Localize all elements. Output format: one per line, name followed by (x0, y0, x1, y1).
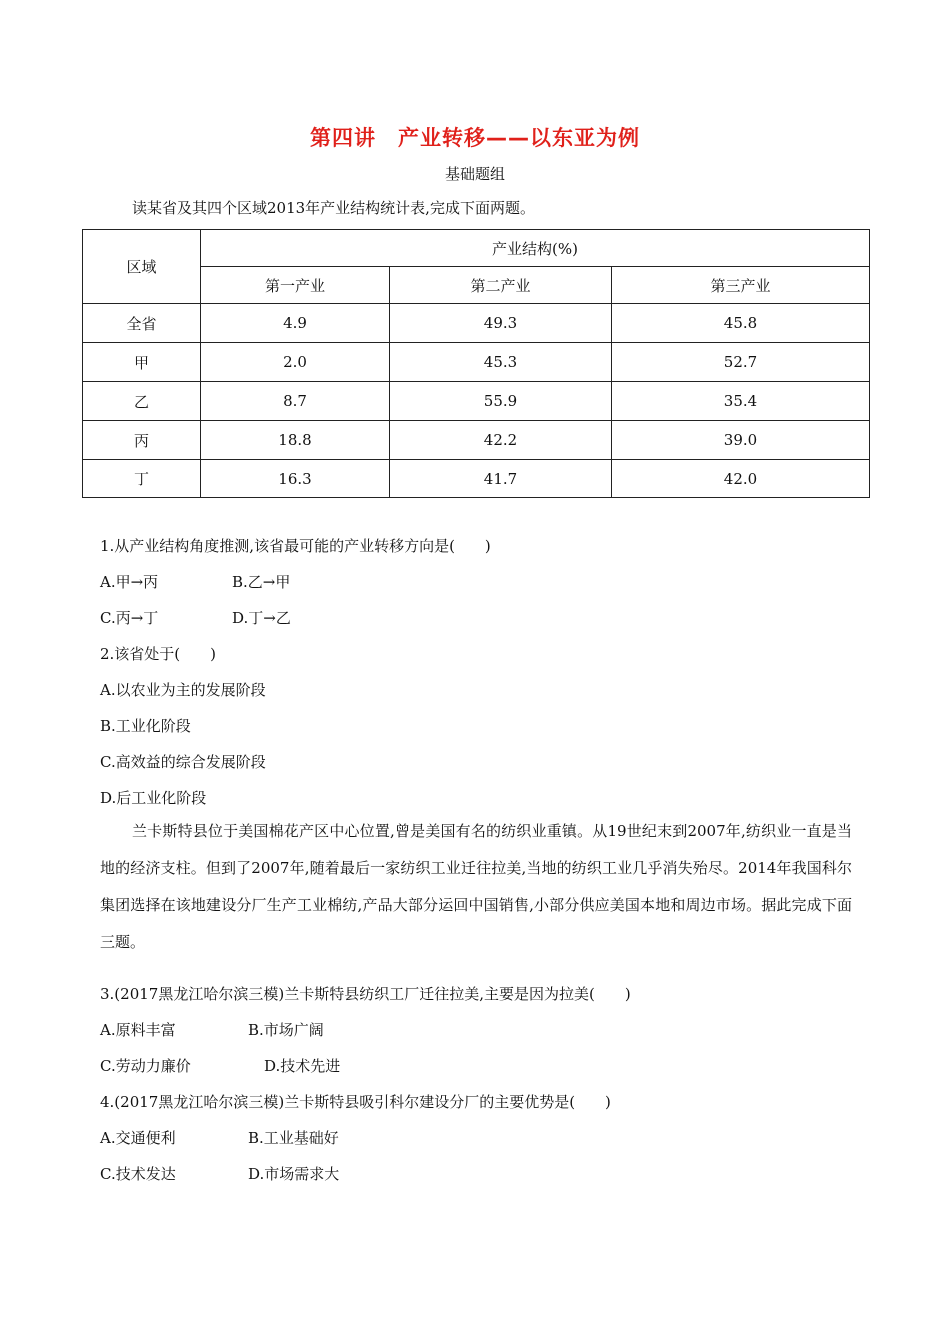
value-cell: 49.3 (390, 304, 612, 343)
table-header-secondary: 第二产业 (390, 267, 612, 304)
question-3-options-row-2 (100, 1055, 340, 1076)
region-cell: 乙 (83, 382, 201, 421)
value-cell: 8.7 (201, 382, 390, 421)
option-2c[interactable]: C.高效益的综合发展阶段 (100, 753, 266, 771)
table-row (83, 421, 870, 460)
question-1-options-row-1 (100, 571, 290, 592)
option-1c[interactable]: C.丙→丁 (100, 609, 159, 627)
table-row (83, 460, 870, 498)
table-row (83, 343, 870, 382)
value-cell: 52.7 (612, 343, 870, 382)
value-cell: 39.0 (612, 421, 870, 460)
question-4-stem: 4.(2017黑龙江哈尔滨三模)兰卡斯特县吸引科尔建设分厂的主要优势是( ) (100, 1093, 611, 1111)
table-row (83, 304, 870, 343)
value-cell: 55.9 (390, 382, 612, 421)
region-cell: 丙 (83, 421, 201, 460)
value-cell: 16.3 (201, 460, 390, 498)
table-header-primary: 第一产业 (201, 267, 390, 304)
option-4b[interactable]: B.工业基础好 (248, 1129, 339, 1147)
option-2a[interactable]: A.以农业为主的发展阶段 (100, 681, 266, 699)
question-3-options-row-1 (100, 1019, 324, 1040)
reading-passage: 兰卡斯特县位于美国棉花产区中心位置,曾是美国有名的纺织业重镇。从19世纪末到2007年,纺织业一直是当地的经济支柱。但到了2007年,随着最后一家纺织工业迁往拉美,当地的纺织工业几乎消失殆尽。2014年我国科尔集团选择在该地建设分厂生产工业棉纺,产品大部分运回中国销售,小部分供应美国本地和周边市场。据此完成下面三题。 (100, 822, 852, 951)
option-4d[interactable]: D.市场需求大 (248, 1165, 340, 1183)
question-3-stem: 3.(2017黑龙江哈尔滨三模)兰卡斯特县纺织工厂迁往拉美,主要是因为拉美( ) (100, 985, 631, 1003)
question-1-options-row-2 (100, 607, 291, 628)
option-2d[interactable]: D.后工业化阶段 (100, 789, 207, 807)
option-1a[interactable]: A.甲→丙 (100, 573, 159, 591)
value-cell: 2.0 (201, 343, 390, 382)
value-cell: 35.4 (612, 382, 870, 421)
option-1b[interactable]: B.乙→甲 (232, 573, 291, 591)
value-cell: 42.2 (390, 421, 612, 460)
table-header-structure: 产业结构(%) (201, 230, 870, 267)
industry-structure-table (82, 229, 870, 498)
section-subtitle: 基础题组 (444, 165, 505, 183)
table-intro: 读某省及其四个区域2013年产业结构统计表,完成下面两题。 (132, 199, 535, 217)
option-1d[interactable]: D.丁→乙 (232, 609, 291, 627)
question-4-options-row-2 (100, 1163, 339, 1184)
table-header-region: 区域 (83, 230, 201, 304)
value-cell: 42.0 (612, 460, 870, 498)
option-4a[interactable]: A.交通便利 (100, 1129, 176, 1147)
question-4-options-row-1 (100, 1127, 339, 1148)
value-cell: 45.3 (390, 343, 612, 382)
table-header-tertiary: 第三产业 (612, 267, 870, 304)
option-3d[interactable]: D.技术先进 (264, 1057, 341, 1075)
option-3b[interactable]: B.市场广阔 (248, 1021, 324, 1039)
question-1-stem: 1.从产业结构角度推测,该省最可能的产业转移方向是( ) (100, 537, 491, 555)
region-cell: 丁 (83, 460, 201, 498)
page-title: 第四讲 产业转移——以东亚为例 (310, 126, 640, 150)
table-row (83, 382, 870, 421)
region-cell: 全省 (83, 304, 201, 343)
value-cell: 4.9 (201, 304, 390, 343)
option-4c[interactable]: C.技术发达 (100, 1165, 176, 1183)
region-cell: 甲 (83, 343, 201, 382)
question-2-stem: 2.该省处于( ) (100, 645, 217, 663)
value-cell: 41.7 (390, 460, 612, 498)
option-3c[interactable]: C.劳动力廉价 (100, 1057, 191, 1075)
value-cell: 18.8 (201, 421, 390, 460)
value-cell: 45.8 (612, 304, 870, 343)
option-2b[interactable]: B.工业化阶段 (100, 717, 191, 735)
option-3a[interactable]: A.原料丰富 (100, 1021, 176, 1039)
